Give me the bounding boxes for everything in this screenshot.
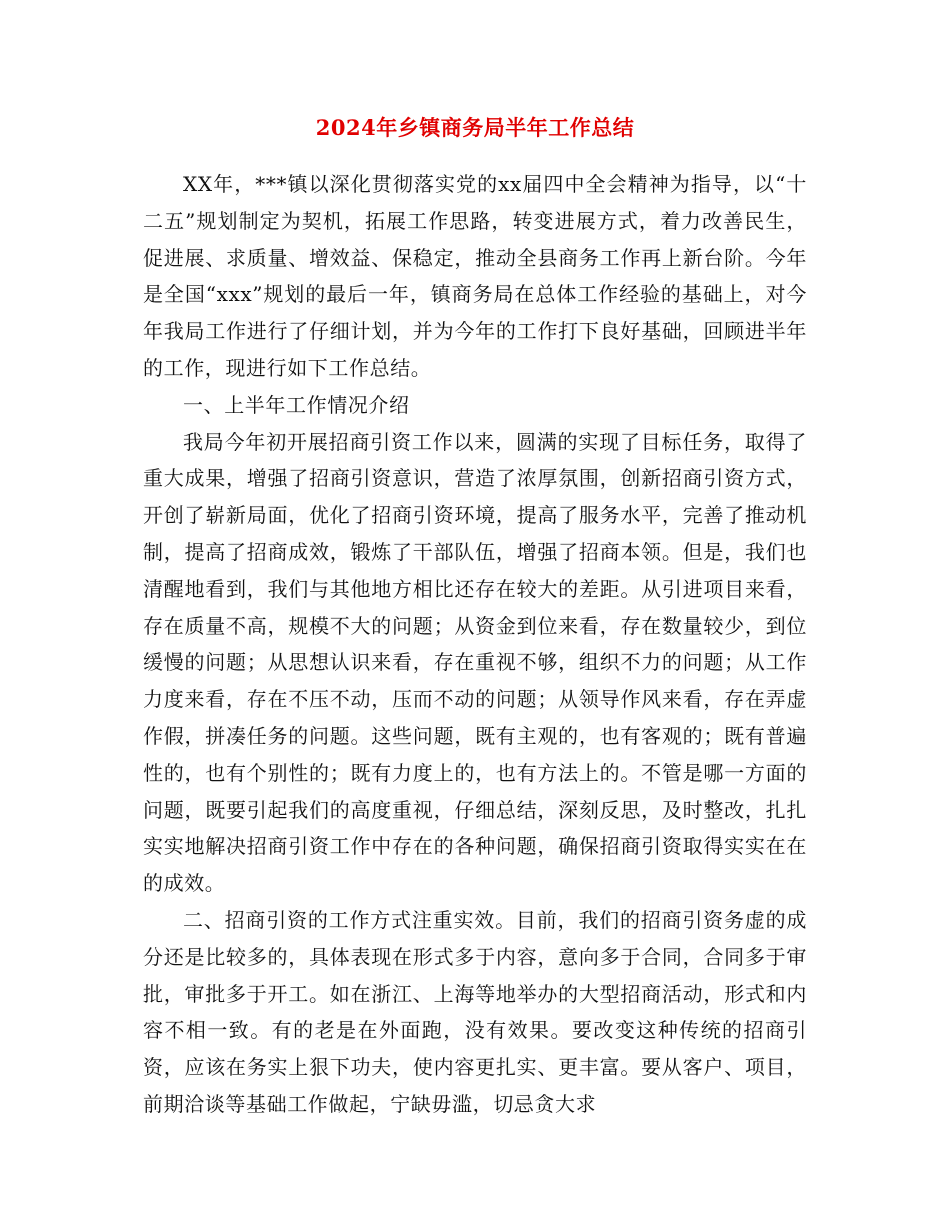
paragraph-section-1: 我局今年初开展招商引资工作以来，圆满的实现了目标任务，取得了重大成果，增强了招商引资意识，营造了浓厚氛围，创新招商引资方式，开创了崭新局面，优化了招商引资环境，提高了服务水平，完善了推动机制，提高了招商成效，锻炼了干部队伍，增强了招商本领。但是，我们也清醒地看到，我们与其他地方相比还存在较大的差距。从引进项目来看，存在质量不高，规模不大的问题；从资金到位来看，存在数量较少，到位缓慢的问题；从思想认识来看，存在重视不够，组织不力的问题；从工作力度来看，存在不压不动，压而不动的问题；从领导作风来看，存在弄虚作假，拼凑任务的问题。这些问题，既有主观的，也有客观的；既有普遍性的，也有个别性的；既有力度上的，也有方法上的。不管是哪一方面的问题，既要引起我们的高度重视，仔细总结，深刻反思，及时整改，扎扎实实地解决招商引资工作中存在的各种问题，确保招商引资取得实实在在的成效。 <box>143 429 807 896</box>
document-body <box>143 166 807 1123</box>
paragraph-section-2: 二、招商引资的工作方式注重实效。目前，我们的招商引资务虚的成分还是比较多的，具体表现在形式多于内容，意向多于合同，合同多于审批，审批多于开工。如在浙江、上海等地举办的大型招商活动，形式和内容不相一致。有的老是在外面跑，没有效果。要改变这种传统的招商引资，应该在务实上狠下功夫，使内容更扎实、更丰富。要从客户、项目，前期洽谈等基础工作做起，宁缺毋滥，切忌贪大求 <box>143 907 807 1116</box>
document-title: 2024年乡镇商务局半年工作总结 <box>315 115 635 140</box>
section-heading-1: 一、上半年工作情况介绍 <box>183 392 410 417</box>
paragraph-intro: XX年，***镇以深化贯彻落实党的xx届四中全会精神为指导，以“十二五”规划制定为契机，拓展工作思路，转变进展方式，着力改善民生，促进展、求质量、增效益、保稳定，推动全县商务工作再上新台阶。今年是全国“xxx”规划的最后一年，镇商务局在总体工作经验的基础上，对今年我局工作进行了仔细计划，并为今年的工作打下良好基础，回顾进半年的工作，现进行如下工作总结。 <box>143 172 807 380</box>
